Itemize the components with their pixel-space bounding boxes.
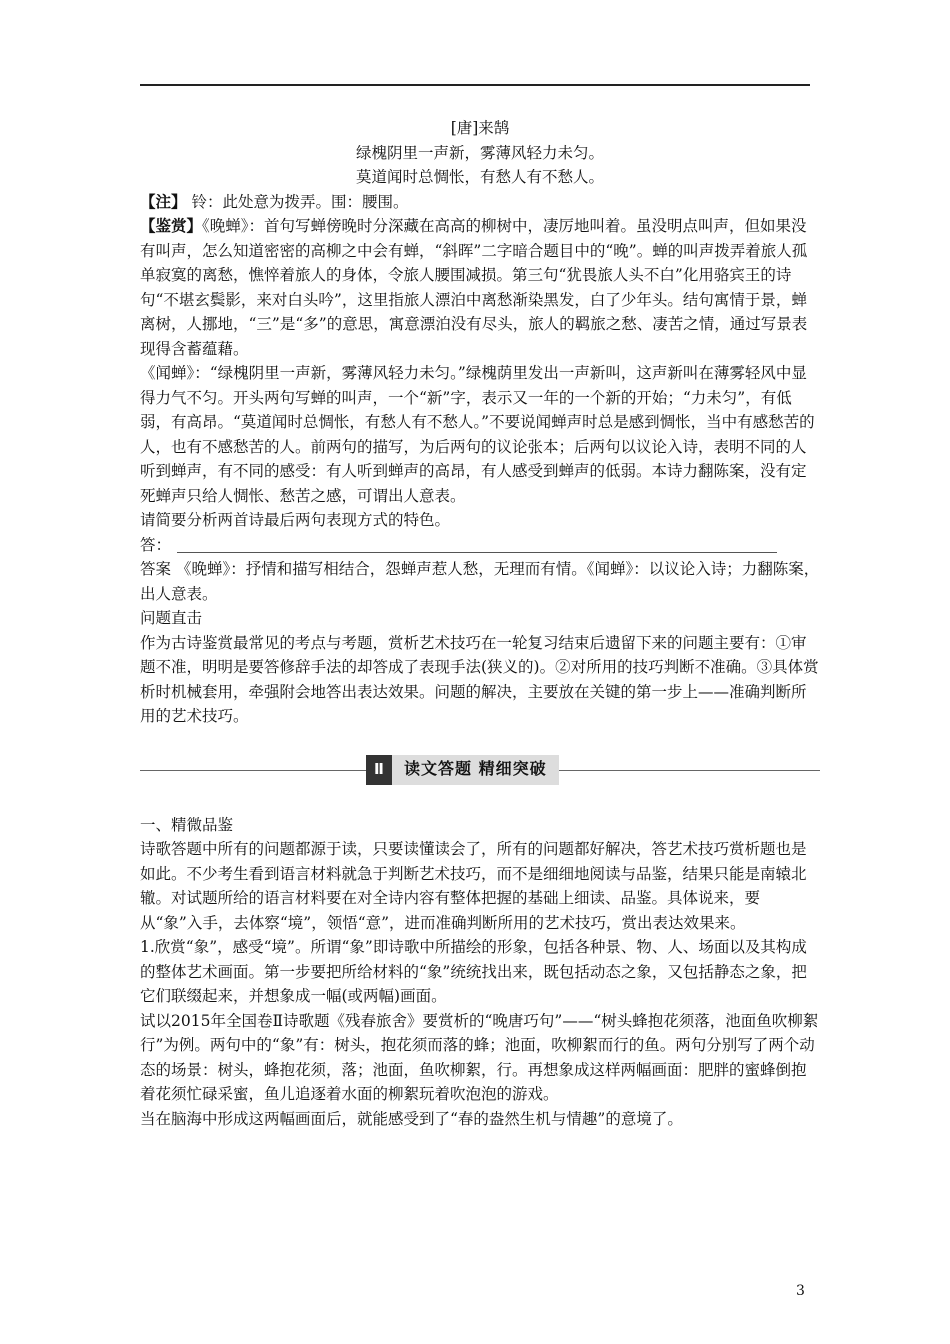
part1-paragraph-1: 诗歌答题中所有的问题都源于读，只要读懂读会了，所有的问题都好解决，答艺术技巧赏析题也是如此。不少考生看到语言材料就急于判断艺术技巧，而不是细细地阅读与品鉴，结果只能是南辕北辙。对试题所给的语言材料要在对全诗内容有整体把握的基础上细读、品鉴。具体说来，要从“象”入手，去体察“境”，领悟“意”，进而准确判断所用的艺术技巧，赏出表达效果来。	[140, 840, 807, 932]
problem-text: 作为古诗鉴赏最常见的考点与考题，赏析艺术技巧在一轮复习结束后遗留下来的问题主要有：①审题不准，明明是要答修辞手法的却答成了表现手法(狭义的)。②对所用的技巧判断不准确。③具体赏析时机械套用，牵强附会地答出表达效果。问题的解决，主要放在关键的第一步上——准确判断所用的艺术技巧。	[140, 633, 819, 725]
section-title: 读文答题 精细突破	[404, 759, 547, 779]
answer-blank-line	[177, 536, 777, 553]
appreciation-p1	[140, 214, 820, 361]
part1-paragraph-4: 当在脑海中形成这两幅画面后，就能感受到了“春的盎然生机与情趣”的意境了。	[140, 1109, 683, 1128]
problem-heading: 问题直击	[140, 609, 203, 627]
question: 请简要分析两首诗最后两句表现方式的特色。	[140, 511, 451, 529]
note-text: 铃：此处意为拨弄。围：腰围。	[186, 192, 409, 211]
section-label	[366, 755, 559, 785]
appreciation-p2: 《闻蝉》：“绿槐阴里一声新，雾薄风轻力未匀。”绿槐荫里发出一声新叫，这声新叫在薄雾轻风中显得力气不匀。开头两句写蝉的叫声，一个“新”字，表示又一年的一个新的开始；“力未匀”，有低弱，有高昂。“莫道闻时总惆怅，有愁人有不愁人。”不要说闻蝉声时总是感到惆怅，当中有感愁苦的人，也有不感愁苦的人。前两句的描写，为后两句的议论张本；后两句以议论入诗，表明不同的人听到蝉声，有不同的感受：有人听到蝉声的高昂，有人感受到蝉声的低弱。本诗力翻陈案，没有定死蝉声只给人惆怅、愁苦之感，可谓出人意表。	[140, 364, 815, 505]
part1-paragraph-3: 试以2015年全国卷Ⅱ诗歌题《残春旅舍》要赏析的“晚唐巧句”——“树头蜂抱花须落，池面鱼吹柳絮行”为例。两句中的“象”有：树头，抱花须而落的蜂；池面，吹柳絮而行的鱼。两句分别写了两个动态的场景：树头，蜂抱花须，落；池面，鱼吹柳絮，行。再想象成这样两幅画面：肥胖的蜜蜂倒抱着花须忙碌采蜜，鱼儿追逐着水面的柳絮玩着吹泡泡的游戏。	[140, 1011, 819, 1103]
poem-line-1: 绿槐阴里一声新，雾薄风轻力未匀。	[355, 143, 604, 162]
appreciation-text-1: 《晚蝉》：首句写蝉傍晚时分深藏在高高的柳树中，凄厉地叫着。虽没明点叫声，但如果没有叫声，怎么知道密密的高柳之中会有蝉，“斜晖”二字暗合题目中的“晚”。蝉的叫声拨弄着旅人孤单寂寞的离愁，憔悴着旅人的身体，令旅人腰围减损。第三句“犹畏旅人头不白”化用骆宾王的诗句“不堪玄鬓影，来对白头吟”，这里指旅人漂泊中离愁渐染黑发，白了少年头。结句寓情于景，蝉离树，人挪地，“三”是“多”的意思，寓意漂泊没有尽头，旅人的羁旅之愁、凄苦之情，通过写景表现得含蓄蕴藉。	[140, 217, 808, 358]
answer	[140, 557, 820, 606]
poem-line-2: 莫道闻时总惆怅，有愁人有不愁人。	[355, 168, 604, 186]
header-rule	[140, 84, 810, 86]
section-number: Ⅱ	[366, 755, 392, 785]
page-number: 3	[796, 1283, 805, 1299]
part1-heading: 一、精微品鉴	[140, 815, 234, 834]
answer-text: 《晚蝉》：抒情和描写相结合，怨蝉声惹人愁，无理而有情。《闻蝉》：以议论入诗；力翻陈案，出人意表。	[140, 560, 820, 603]
answer-prompt: 答：	[140, 535, 172, 554]
answer-label: 答案	[140, 560, 172, 578]
part1-paragraph-2: 1.欣赏“象”，感受“境”。所谓“象”即诗歌中所描绘的形象，包括各种景、物、人、场面以及其构成的整体艺术画面。第一步要把所给材料的“象”统统找出来，既包括动态之象，又包括静态之象，把它们联缀起来，并想象成一幅(或两幅)画面。	[140, 938, 807, 1005]
answer-prompt-row	[140, 533, 820, 558]
section-header	[140, 751, 820, 789]
note	[140, 190, 820, 215]
appreciation-label: 【鉴赏】	[140, 216, 203, 235]
poem-author: [唐]来鹄	[450, 119, 510, 137]
note-label: 【注】	[140, 191, 187, 211]
page-content	[140, 116, 820, 1131]
